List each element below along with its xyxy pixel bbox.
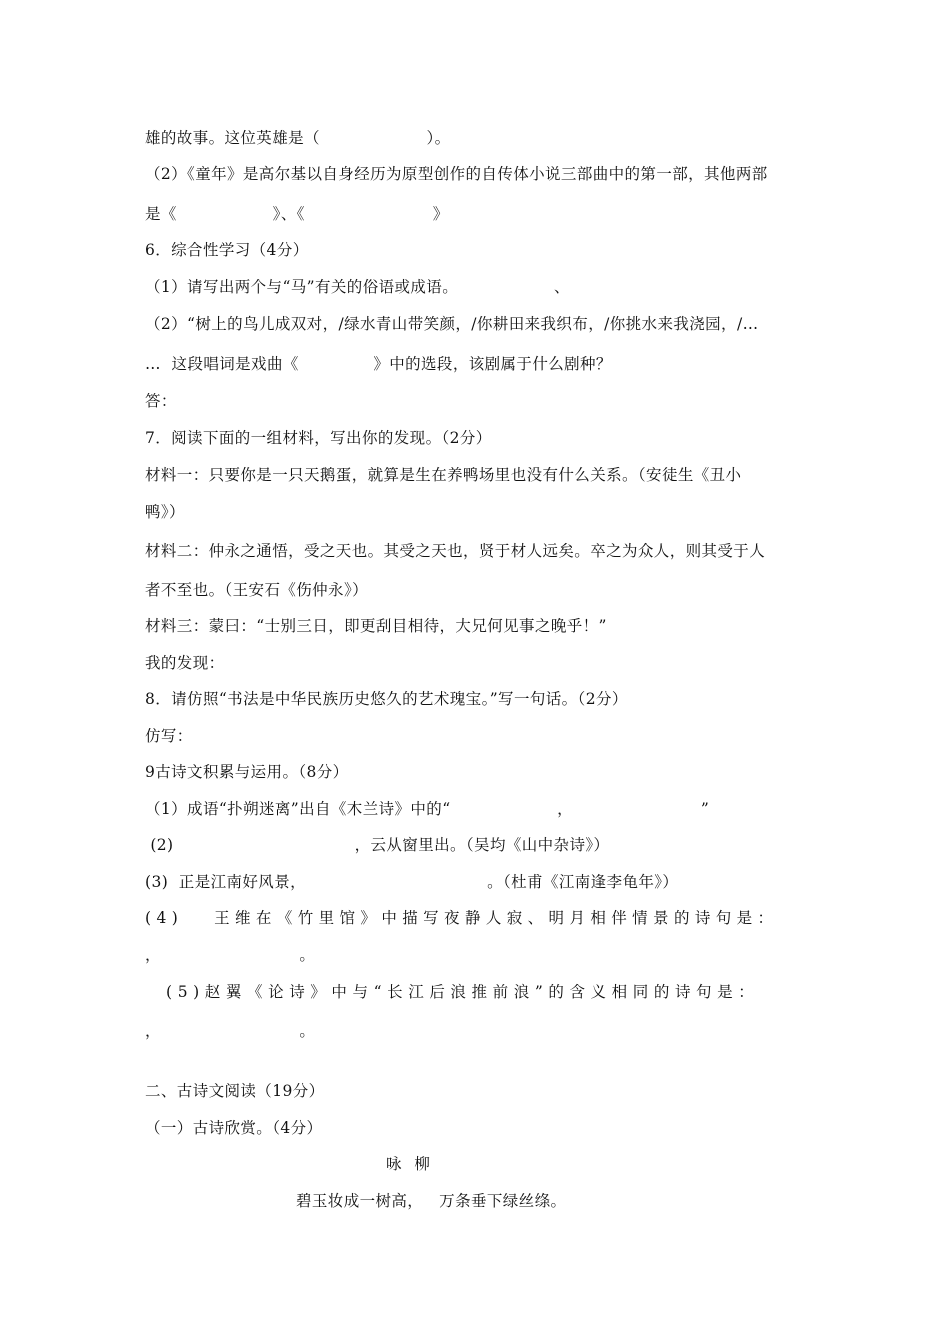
text-line-1: 雄的故事。这位英雄是（ ）。 (145, 129, 451, 147)
question-8-heading: 8．请仿照“书法是中华民族历史悠久的艺术瑰宝。”写一句话。（2分） (145, 690, 628, 708)
question-9-part-4: (4) 王维在《竹里馆》中描写夜静人寂、明月相伴情景的诗句是： (145, 909, 779, 927)
question-7-heading: 7．阅读下面的一组材料，写出你的发现。（2分） (145, 429, 492, 447)
section-2-heading: 二、古诗文阅读（19分） (145, 1082, 325, 1100)
question-9-part-1: （1）成语“扑朔迷离”出自《木兰诗》中的“ ， ” (145, 800, 710, 818)
imitation-label: 仿写： (145, 727, 193, 745)
question-9-part-3: (3) 正是江南好风景， 。（杜甫《江南逢李龟年》） (145, 873, 679, 891)
material-3: 材料三：蒙曰：“士别三日，即更刮目相待，大兄何见事之晚乎！” (145, 617, 607, 635)
text-line-3: 是《 》、《 》 (145, 205, 449, 223)
subsection-1-heading: （一）古诗欣赏。（4分） (145, 1119, 323, 1137)
poem-title: 咏 柳 (386, 1155, 431, 1173)
material-1: 材料一：只要你是一只天鹅蛋，就算是生在养鸭场里也没有什么关系。（安徒生《丑小 (145, 466, 742, 484)
material-1-cont: 鸭》） (145, 503, 185, 521)
question-9-heading: 9古诗文积累与运用。（8分） (145, 763, 349, 781)
question-9-part-5: (5)赵翼《论诗》中与“长江后浪推前浪”的含义相同的诗句是： (145, 983, 760, 1001)
question-6-part-1: （1）请写出两个与“马”有关的俗语或成语。 、 (145, 278, 570, 296)
text-line-2: （2）《童年》是高尔基以自身经历为原型创作的自传体小说三部曲中的第一部，其他两部 (145, 165, 768, 183)
question-9-part-5-blank: ， 。 (145, 1022, 316, 1040)
question-6-heading: 6．综合性学习（4分） (145, 241, 309, 259)
question-6-part-2-cont: … 这段唱词是戏曲《 》中的选段，该剧属于什么剧种？ (145, 355, 612, 373)
question-6-part-2: （2）“树上的鸟儿成双对，/绿水青山带笑颜，/你耕田来我织布，/你挑水来我浇园，/… (145, 315, 759, 333)
poem-line-1: 碧玉妆成一树高， 万条垂下绿丝绦。 (296, 1192, 567, 1210)
answer-label: 答： (145, 392, 177, 410)
question-9-part-4-blank: ， 。 (145, 946, 316, 964)
material-2: 材料二：仲永之通悟，受之天也。其受之天也，贤于材人远矣。卒之为众人，则其受于人 (145, 542, 766, 560)
question-9-part-2: (2) ，云从窗里出。（吴均《山中杂诗》） (145, 836, 610, 854)
my-discovery-label: 我的发现： (145, 654, 225, 672)
material-2-cont: 者不至也。（王安石《伤仲永》） (145, 581, 369, 599)
